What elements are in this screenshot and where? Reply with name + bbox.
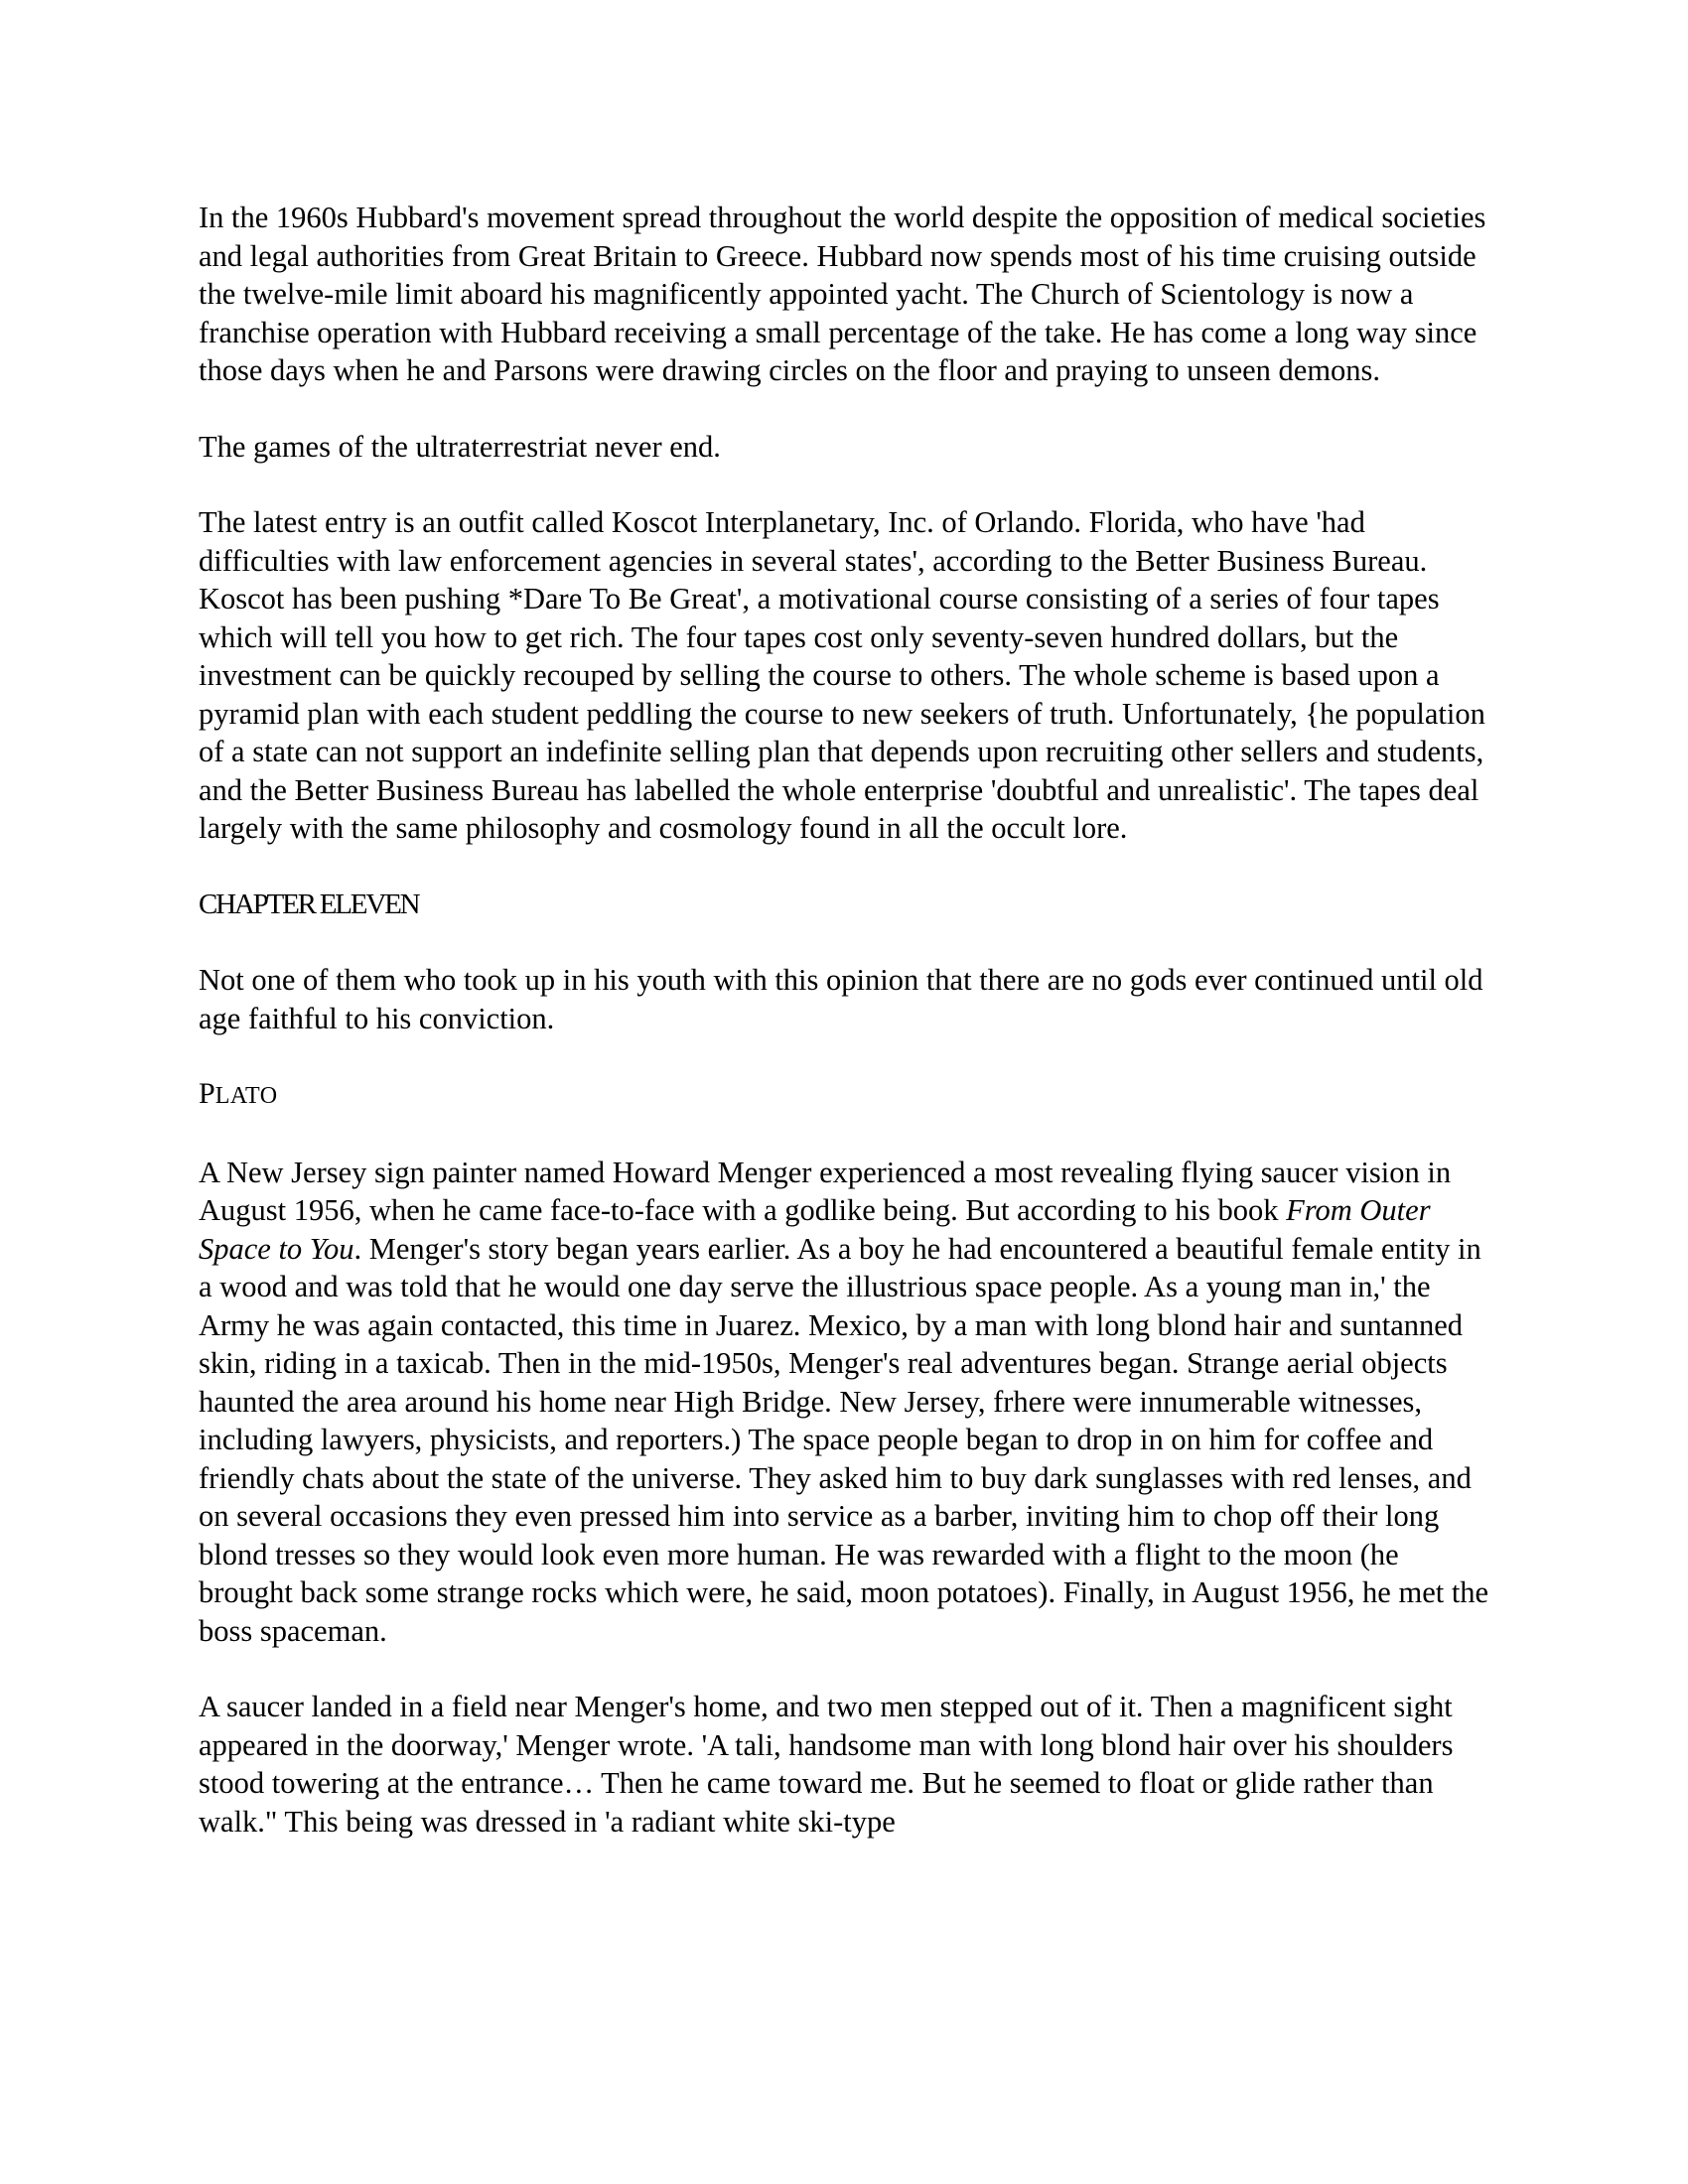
epigraph-attribution	[199, 1075, 1489, 1116]
attribution-initial: P	[199, 1077, 215, 1110]
paragraph-howard-menger	[199, 1154, 1489, 1651]
paragraph-hubbard-movement: In the 1960s Hubbard's movement spread throughout the world despite the opposition of medical societies and legal authorities from Great Britain to Greece. Hubbard now spends most of his time cruising outside the twelve-mile limit aboard his magnificently appointed yacht. The Church of Scientology is now a franchise operation with Hubbard receiving a small percentage of the take. He has come a long way since those days when he and Parsons were drawing circles on the floor and praying to unseen demons.	[199, 201, 1486, 387]
document-page	[199, 199, 1489, 1878]
epigraph-quote: Not one of them who took up in his youth with this opinion that there are no gods ever continued until old age faithful to his conviction.	[199, 963, 1483, 1035]
chapter-heading: CHAPTER ELEVEN	[199, 887, 419, 920]
paragraph-saucer-landing: A saucer landed in a field near Menger's home, and two men stepped out of it. Then a magnificent sight appeared in the doorway,' Menger wrote. 'A tali, handsome man with long blond hair over his shoulders stood towering at the entrance… Then he came toward me. But he seemed to float or glide rather than walk." This being was dressed in 'a radiant white ski-type	[199, 1690, 1454, 1839]
book-title: From Outer Space to You	[199, 1193, 1431, 1266]
paragraph-ultraterrestrial-games: The games of the ultraterrestriat never end.	[199, 429, 721, 464]
attribution-small-caps: LATO	[214, 1083, 278, 1109]
menger-text-end: . Menger's story began years earlier. As a boy he had encountered a beautiful female entity in a wood and was told that he would one day serve the illustrious space people. As a young man in,' the Army he was again contacted, this time in Juarez. Mexico, by a man with long blond hair and suntanned skin, riding in a taxicab. Then in the mid-1950s, Menger's real adventures began. Strange aerial objects haunted the area around his home near High Bridge. New Jersey, frhere were innumerable witnesses, including lawyers, physicists, and reporters.) The space people began to drop in on him for coffee and friendly chats about the state of the universe. They asked him to buy dark sunglasses with red lenses, and on several occasions they even pressed him into service as a barber, inviting him to chop off their long blond tresses so they would look even more human. He was rewarded with a flight to the moon (he brought back some strange rocks which were, he said, moon potatoes). Finally, in August 1956, he met the boss spaceman.	[199, 1231, 1489, 1648]
menger-text-start: A New Jersey sign painter named Howard Menger experienced a most revealing flying saucer vision in August 1956, when he came face-to-face with a godlike being. But according to his book	[199, 1155, 1452, 1227]
paragraph-koscot: The latest entry is an outfit called Koscot Interplanetary, Inc. of Orlando. Florida, who have 'had difficulties with law enforcement agencies in several states', according to the Better Business Bureau. Koscot has been pushing *Dare To Be Great', a motivational course consisting of a series of four tapes which will tell you how to get rich. The four tapes cost only seventy-seven hundred dollars, but the investment can be quickly recouped by selling the course to others. The whole scheme is based upon a pyramid plan with each student peddling the course to new seekers of truth. Unfortunately, {he population of a state can not support an indefinite selling plan that depends upon recruiting other sellers and students, and the Better Business Bureau has labelled the whole enterprise 'doubtful and unrealistic'. The tapes deal largely with the same philosophy and cosmology found in all the occult lore.	[199, 505, 1485, 845]
